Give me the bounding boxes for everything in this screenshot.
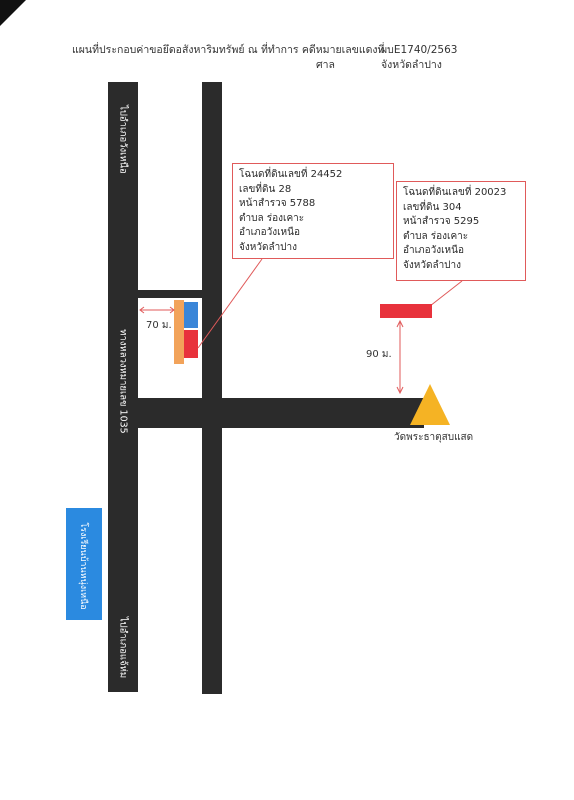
side-lane bbox=[138, 290, 202, 298]
parcel-1-land bbox=[184, 330, 198, 358]
parcel-1-building bbox=[184, 302, 198, 328]
deed-2-line-3: หน้าสำรวจ 5295 bbox=[403, 216, 480, 227]
temple-road bbox=[138, 398, 424, 428]
deed-1-info-box bbox=[232, 163, 394, 259]
temple-icon bbox=[408, 383, 452, 427]
header-case-no: ผบE1740/2563 bbox=[381, 44, 458, 56]
deed-2-info-box bbox=[396, 181, 526, 281]
header-title: แผนที่ประกอบค่าขอยึดอสังหาริมทรัพย์ ณ ที่ทำการ คดีหมายเลขแดงที่ bbox=[72, 44, 385, 56]
secondary-road bbox=[202, 82, 222, 694]
deed-1-line-3: หน้าสำรวจ 5788 bbox=[239, 198, 316, 209]
header-province: จังหวัดลำปาง bbox=[381, 59, 442, 71]
deed-1-line-5: อำเภอวังเหนือ bbox=[239, 227, 300, 238]
road-label-to-chae-hom: ไปอำเภอแจ้ห่ม bbox=[117, 616, 129, 679]
deed-2-line-6: จังหวัดลำปาง bbox=[403, 259, 462, 271]
temple-label: วัดพระธาตุสบแสด bbox=[394, 432, 474, 443]
header-court: ศาล bbox=[316, 59, 335, 71]
deed-1-line-6: จังหวัดลำปาง bbox=[239, 241, 298, 253]
road-label-highway-1035: ทางหลวงหมายเลข 1035 bbox=[117, 329, 129, 434]
deed-2-line-5: อำเภอวังเหนือ bbox=[403, 245, 464, 256]
distance-90m-label: 90 ม. bbox=[366, 349, 392, 360]
distance-70m-label: 70 ม. bbox=[146, 320, 172, 331]
deed-2-line-4: ตำบล ร่องเคาะ bbox=[403, 230, 469, 242]
deed-1-line-1: โฉนดที่ดินเลขที่ 24452 bbox=[239, 169, 343, 180]
deed-2-line-2: เลขที่ดิน 304 bbox=[403, 201, 462, 213]
page-corner-mark bbox=[0, 0, 26, 26]
road-label-to-wang-nuea: ไปอำเภอวังเหนือ bbox=[117, 105, 129, 174]
distance-70m-arrow bbox=[138, 304, 178, 316]
deed-2-line-1: โฉนดที่ดินเลขที่ 20023 bbox=[403, 187, 507, 198]
landmark-label: โรงเรียนบ้านหนุ่งเหนือ bbox=[78, 522, 88, 610]
deed-1-line-4: ตำบล ร่องเคาะ bbox=[239, 212, 305, 224]
deed-1-line-2: เลขที่ดิน 28 bbox=[239, 183, 292, 195]
parcel-2-land bbox=[380, 304, 432, 318]
